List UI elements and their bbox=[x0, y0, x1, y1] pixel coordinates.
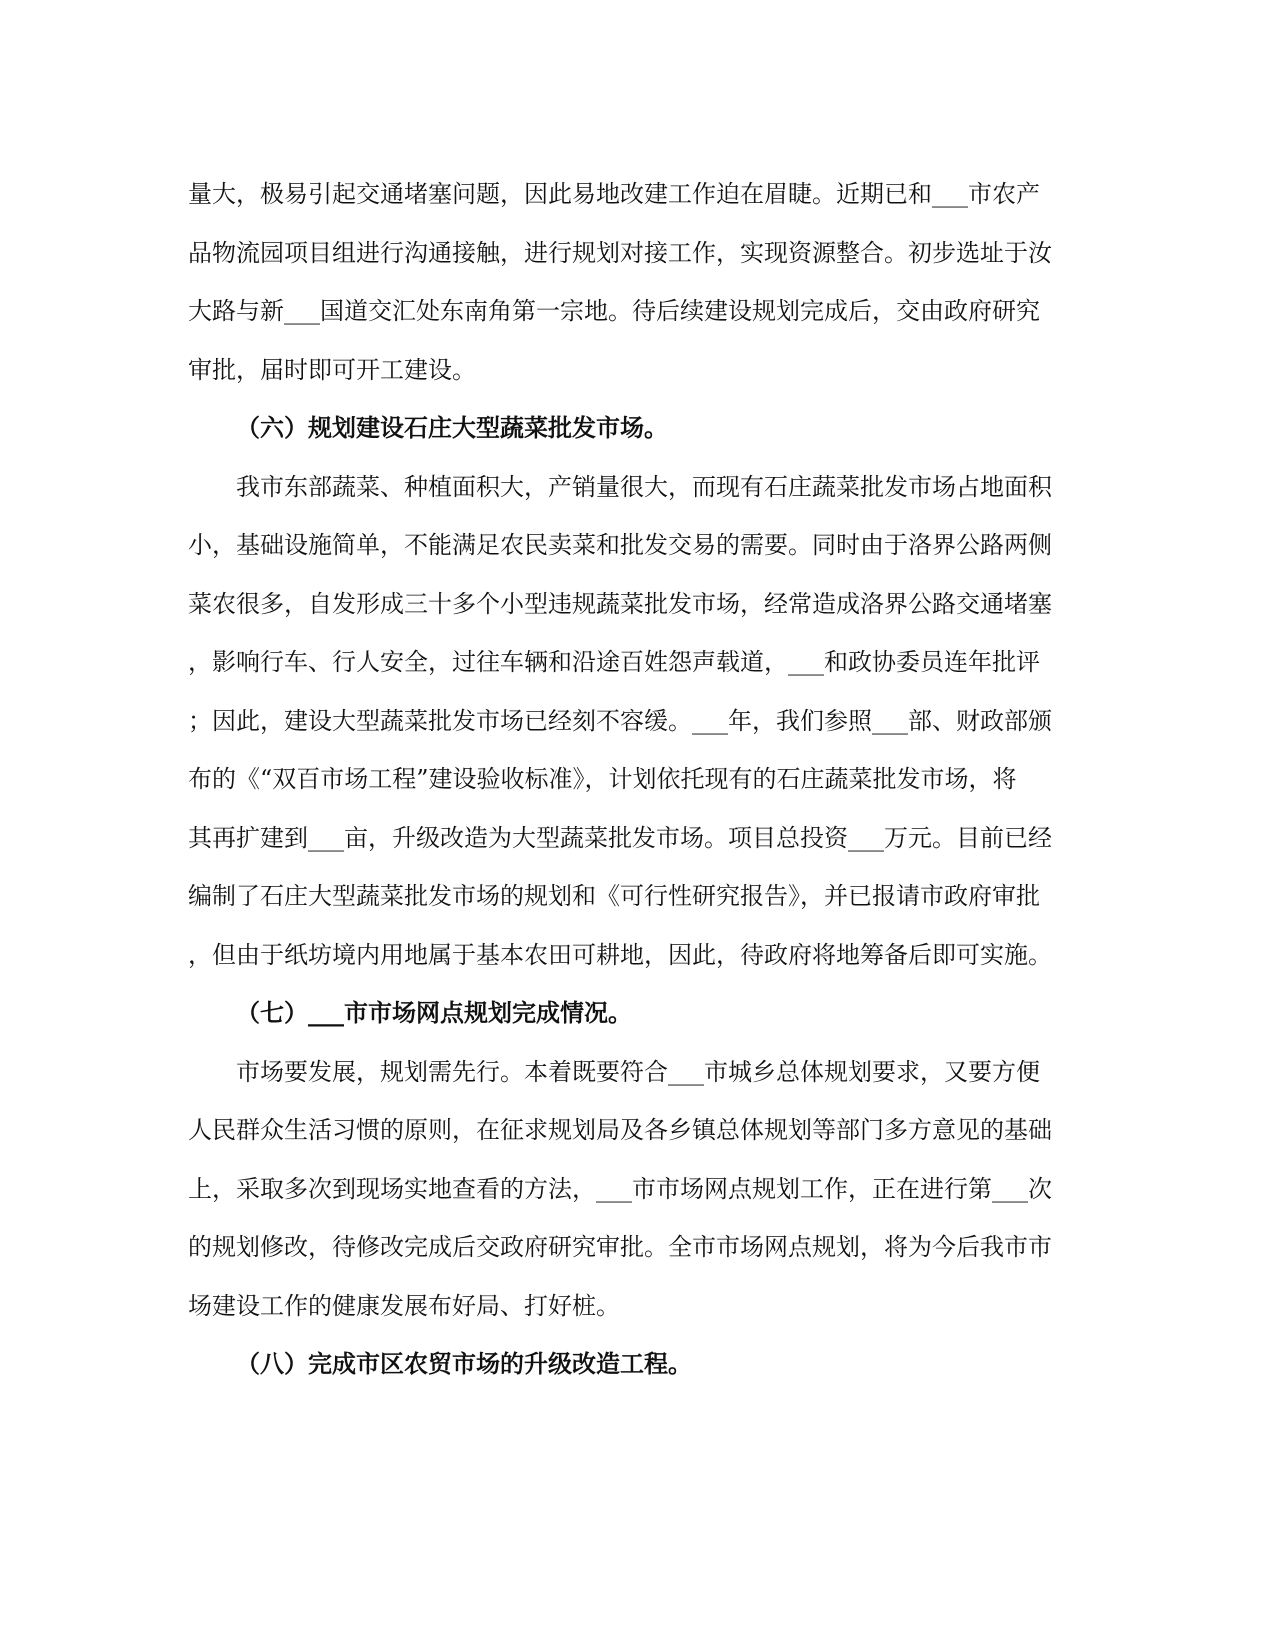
body-line: 量大，极易引起交通堵塞问题，因此易地改建工作迫在眉睫。近期已和___市农产 bbox=[188, 180, 1040, 208]
body-line: 大路与新___国道交汇处东南角第一宗地。待后续建设规划完成后，交由政府研究 bbox=[188, 297, 1040, 325]
body-line: 菜农很多，自发形成三十多个小型违规蔬菜批发市场，经常造成洛界公路交通堵塞 bbox=[188, 589, 1052, 618]
body-line: 人民群众生活习惯的原则，在征求规划局及各乡镇总体规划等部门多方意见的基础 bbox=[188, 1116, 1052, 1144]
section-heading-8: （八）完成市区农贸市场的升级改造工程。 bbox=[236, 1349, 692, 1378]
document-body bbox=[188, 165, 1088, 1394]
body-line: 我市东部蔬菜、种植面积大，产销量很大，而现有石庄蔬菜批发市场占地面积 bbox=[188, 472, 1052, 501]
body-line: 场建设工作的健康发展布好局、打好桩。 bbox=[188, 1291, 620, 1320]
body-line: ，但由于纸坊境内用地属于基本农田可耕地，因此，待政府将地筹备后即可实施。 bbox=[188, 940, 1052, 969]
body-line: 市场要发展，规划需先行。本着既要符合___市城乡总体规划要求，又要方便 bbox=[188, 1057, 1040, 1086]
body-line: 的规划修改，待修改完成后交政府研究审批。全市市场网点规划，将为今后我市市 bbox=[188, 1233, 1052, 1261]
body-line: 其再扩建到___亩，升级改造为大型蔬菜批发市场。项目总投资___万元。目前已经 bbox=[188, 823, 1052, 852]
body-line: ；因此，建设大型蔬菜批发市场已经刻不容缓。___年，我们参照___部、财政部颁 bbox=[188, 706, 1052, 735]
body-line: ，影响行车、行人安全，过往车辆和沿途百姓怨声载道，___和政协委员连年批评 bbox=[188, 648, 1040, 676]
body-line: 布的《“双百市场工程”建设验收标准》，计划依托现有的石庄蔬菜批发市场，将 bbox=[188, 765, 1017, 793]
body-line: 品物流园项目组进行沟通接触，进行规划对接工作，实现资源整合。初步选址于汝 bbox=[188, 238, 1052, 267]
section-heading-7: （七）___市市场网点规划完成情况。 bbox=[236, 998, 632, 1027]
body-line: 编制了石庄大型蔬菜批发市场的规划和《可行性研究报告》，并已报请市政府审批 bbox=[188, 882, 1040, 910]
body-line: 小，基础设施简单，不能满足农民卖菜和批发交易的需要。同时由于洛界公路两侧 bbox=[188, 531, 1052, 559]
body-line: 审批，届时即可开工建设。 bbox=[188, 355, 476, 384]
body-line: 上，采取多次到现场实地查看的方法，___市市场网点规划工作，正在进行第___次 bbox=[188, 1174, 1052, 1203]
section-heading-6: （六）规划建设石庄大型蔬菜批发市场。 bbox=[236, 413, 668, 442]
